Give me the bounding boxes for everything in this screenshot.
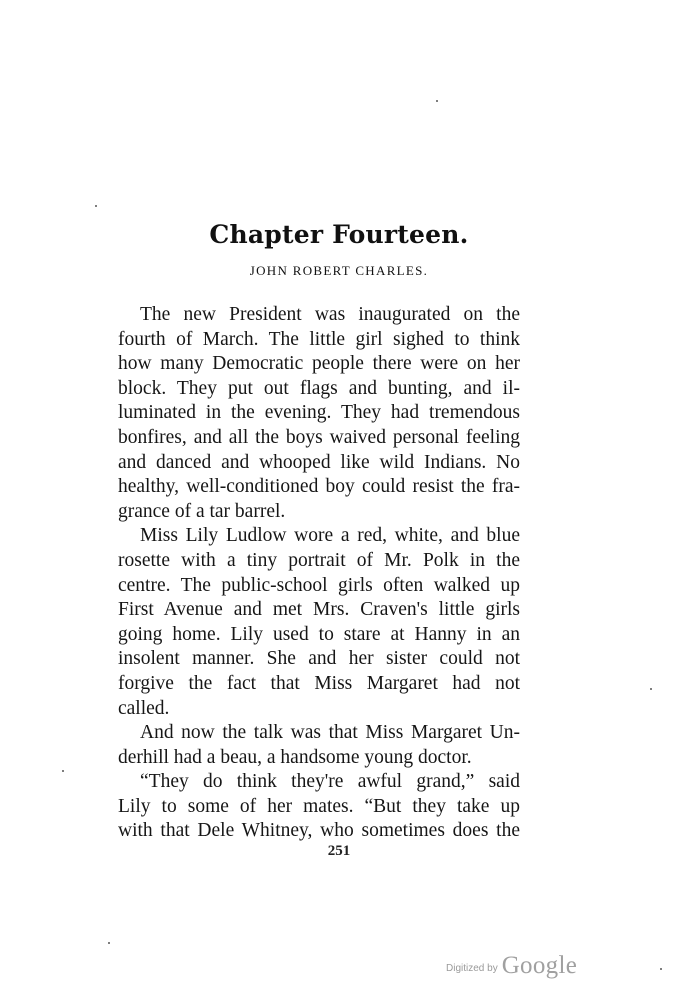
scan-speck	[650, 688, 652, 690]
text-line: and danced and whooped like wild Indians. No	[118, 451, 520, 473]
text-line: called.	[118, 697, 170, 719]
text-line: how many Democratic people there were on her	[118, 353, 520, 375]
google-watermark	[446, 952, 586, 982]
scan-speck	[108, 942, 110, 944]
text-line: with that Dele Whitney, who sometimes does the	[118, 820, 520, 842]
text-line: Miss Lily Ludlow wore a red, white, and blue	[140, 525, 520, 547]
scan-speck	[62, 770, 64, 772]
text-line: healthy, well-conditioned boy could resist the fra-	[118, 476, 520, 498]
scan-speck	[436, 100, 438, 102]
watermark-prefix: Digitized by	[446, 963, 498, 974]
text-line: derhill had a beau, a handsome young doctor.	[118, 746, 472, 768]
scan-speck	[660, 968, 662, 970]
text-line: forgive the fact that Miss Margaret had not	[118, 672, 520, 694]
text-line: bonfires, and all the boys waived personal feeling	[118, 426, 520, 448]
text-line: The new President was inaugurated on the	[140, 304, 520, 325]
page-number: 251	[327, 843, 351, 859]
scan-speck	[95, 205, 97, 207]
text-line: block. They put out flags and bunting, and il-	[118, 377, 520, 399]
google-logo: Google	[501, 952, 578, 979]
body-text	[118, 303, 520, 844]
text-line: luminated in the evening. They had tremendous	[118, 402, 520, 424]
text-line: centre. The public-school girls often walked up	[118, 574, 520, 596]
text-line: rosette with a tiny portrait of Mr. Polk in the	[118, 549, 520, 571]
chapter-subtitle: JOHN ROBERT CHARLES.	[249, 263, 429, 278]
text-line: And now the talk was that Miss Margaret Un-	[140, 722, 520, 744]
text-line: fourth of March. The little girl sighed to think	[118, 328, 520, 350]
chapter-title: Chapter Fourteen.	[209, 220, 469, 249]
text-line: Lily to some of her mates. “But they take up	[118, 795, 520, 817]
text-line: insolent manner. She and her sister could not	[118, 648, 520, 670]
text-line: grance of a tar barrel.	[118, 500, 286, 522]
text-line: “They do think they're awful grand,” said	[140, 771, 520, 793]
text-line: First Avenue and met Mrs. Craven's little girls	[118, 599, 520, 621]
text-line: going home. Lily used to stare at Hanny in an	[118, 623, 520, 645]
